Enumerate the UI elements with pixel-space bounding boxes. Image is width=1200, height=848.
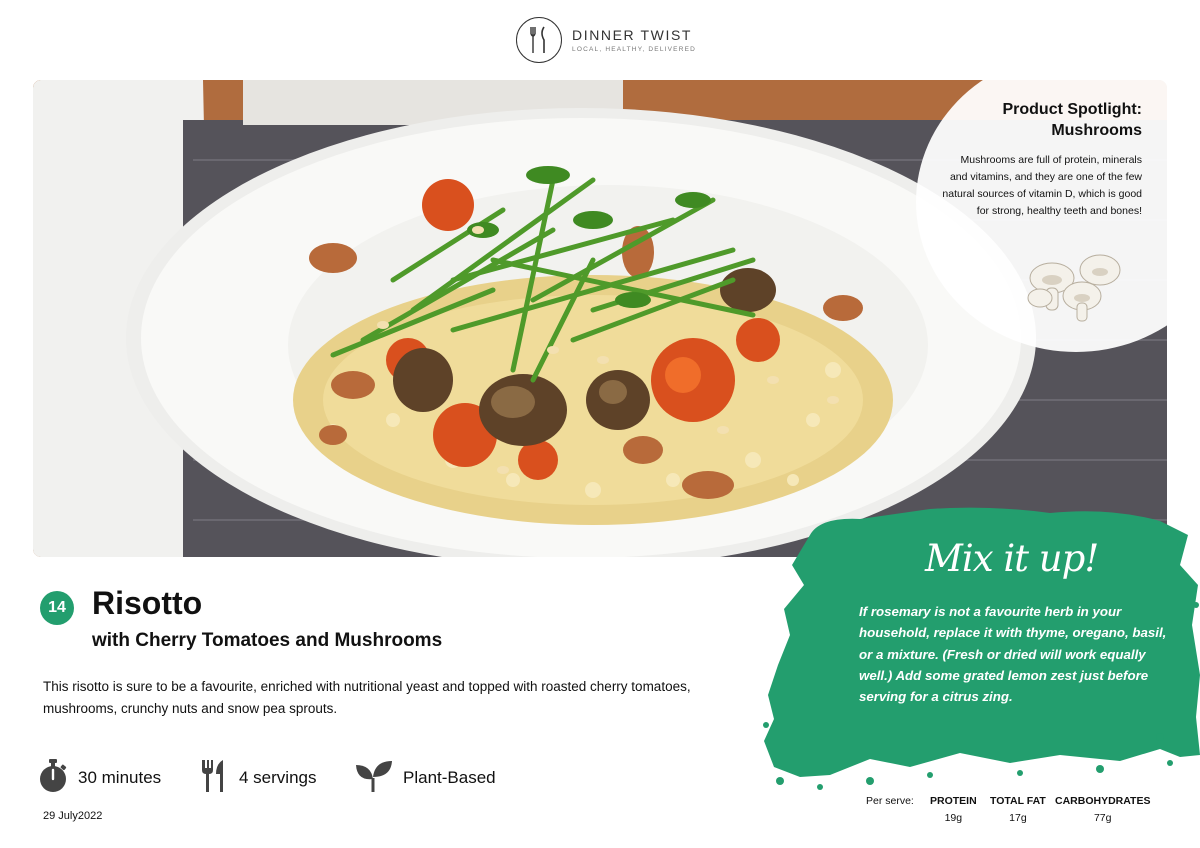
per-serve-label: Per serve: xyxy=(866,795,914,807)
brand-tagline: LOCAL, HEALTHY, DELIVERED xyxy=(572,46,697,53)
nutrition-carbs: CARBOHYDRATES 77g xyxy=(1055,795,1151,824)
meta-diet-text: Plant-Based xyxy=(403,768,496,787)
mix-it-up-body: If rosemary is not a favourite herb in your household, replace it with thyme, oregano, basil, or a mixture. (Fresh or dried will work equally well.) Add some grated lemon zest just before serving for a citrus zing. xyxy=(859,604,1167,705)
mushroom-illustration xyxy=(1024,248,1124,329)
spotlight-body: Mushrooms are full of protein, minerals and vitamins, and they are one of the few natural sources of vitamin D, which is good for strong, healthy teeth and bones! xyxy=(942,154,1142,217)
spotlight-title: Product Spotlight: Mushrooms xyxy=(1002,101,1142,139)
recipe-description: This risotto is sure to be a favourite, enriched with nutritional yeast and topped with roasted cherry tomatoes, mushrooms, crunchy nuts and snow pea sprouts. xyxy=(43,679,691,716)
meta-servings-text: 4 servings xyxy=(239,768,317,787)
meta-time-text: 30 minutes xyxy=(78,768,162,787)
recipe-number-badge: 14 xyxy=(40,591,74,625)
meta-servings xyxy=(199,760,316,796)
nutrition-protein: PROTEIN 19g xyxy=(930,795,977,824)
nutrition-fat: TOTAL FAT 17g xyxy=(990,795,1046,824)
meta-time xyxy=(38,760,161,796)
sprout-icon xyxy=(355,759,393,798)
brand-logo xyxy=(516,17,696,63)
stopwatch-icon xyxy=(38,759,68,798)
recipe-title: Risotto xyxy=(92,585,203,621)
fork-knife-logo-icon xyxy=(516,17,562,63)
mix-it-up-title: Mix it up! xyxy=(925,537,1099,580)
recipe-date: 29 July2022 xyxy=(43,810,103,822)
cutlery-icon xyxy=(199,759,229,798)
recipe-subtitle: with Cherry Tomatoes and Mushrooms xyxy=(92,630,443,651)
meta-diet xyxy=(355,760,496,796)
brand-name: DINNER TWIST xyxy=(572,27,693,43)
